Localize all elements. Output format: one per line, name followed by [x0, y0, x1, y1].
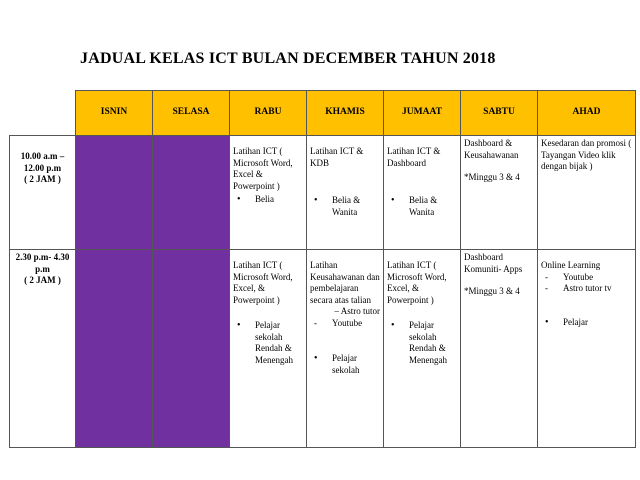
- blocked-cell-selasa: [153, 136, 230, 250]
- time-duration: ( 2 JAM ): [24, 275, 61, 285]
- activity-text: Latihan ICT & Dashboard: [387, 146, 441, 168]
- activity-text: Dashboard & Keusahawanan: [464, 138, 519, 160]
- cell-khamis-morning: [307, 136, 384, 250]
- dash-item: - Youtube: [310, 318, 380, 330]
- day-header-isnin: ISNIN: [76, 91, 153, 136]
- table-row-morning: [10, 136, 636, 250]
- activity-text: Kesedaran dan promosi ( Tayangan Video klik dengan bijak ): [541, 138, 632, 171]
- time-line: p.m: [35, 263, 50, 274]
- activity-text: Latihan ICT ( Microsoft Word, Excel, & Powerpoint ): [387, 260, 447, 305]
- bullet-item: • Pelajar: [541, 317, 632, 329]
- activity-text: Online Learning: [541, 260, 601, 270]
- cell-ahad-morning: [538, 136, 636, 250]
- header-row: [10, 91, 636, 136]
- cell-khamis-afternoon: [307, 250, 384, 448]
- time-slot-morning: [10, 136, 76, 250]
- cell-sabtu-morning: [461, 136, 538, 250]
- cell-jumaat-afternoon: [384, 250, 461, 448]
- cell-sabtu-afternoon: [461, 250, 538, 448]
- day-header-khamis: KHAMIS: [307, 91, 384, 136]
- schedule-table: [9, 90, 636, 448]
- time-line: 10.00 a.m –: [20, 151, 65, 161]
- activity-text: Latihan Keusahawanan dan pembelajaran secara atas talian: [310, 260, 380, 305]
- day-header-jumaat: JUMAAT: [384, 91, 461, 136]
- activity-text: Latihan ICT & KDB: [310, 146, 364, 168]
- bullet-item: • Belia & Wanita: [310, 195, 380, 218]
- activity-text: Dashboard Komuniti- Apps: [464, 252, 523, 274]
- bullet-item: • Belia: [233, 194, 303, 206]
- activity-text: Latihan ICT ( Microsoft Word, Excel & Powerpoint ): [233, 146, 293, 191]
- cell-jumaat-morning: [384, 136, 461, 250]
- corner-cell: [10, 91, 76, 136]
- note-text: *Minggu 3 & 4: [464, 286, 520, 296]
- note-text: *Minggu 3 & 4: [464, 172, 520, 182]
- day-header-ahad: AHAD: [538, 91, 636, 136]
- table-row-afternoon: [10, 250, 636, 448]
- blocked-cell-isnin: [76, 136, 153, 250]
- bullet-item: • Pelajar sekolah Rendah & Menengah: [233, 320, 303, 366]
- day-header-selasa: SELASA: [153, 91, 230, 136]
- time-duration: ( 2 JAM ): [24, 174, 61, 184]
- blocked-cell-isnin: [76, 250, 153, 448]
- dash-item: - Youtube: [541, 272, 632, 284]
- blocked-cell-selasa: [153, 250, 230, 448]
- bullet-item: • Belia & Wanita: [387, 195, 457, 218]
- time-slot-afternoon: [10, 250, 76, 448]
- day-header-rabu: RABU: [230, 91, 307, 136]
- time-line: 2.30 p.m- 4.30: [15, 252, 70, 262]
- cell-ahad-afternoon: [538, 250, 636, 448]
- time-line: 12.00 p.m: [23, 162, 62, 173]
- activity-subtext: – Astro tutor: [334, 306, 380, 316]
- bullet-item: • Pelajar sekolah: [310, 353, 380, 376]
- cell-rabu-morning: [230, 136, 307, 250]
- bullet-item: • Pelajar sekolah Rendah & Menengah: [387, 320, 457, 366]
- activity-text: Latihan ICT ( Microsoft Word, Excel, & Powerpoint ): [233, 260, 293, 305]
- day-header-sabtu: SABTU: [461, 91, 538, 136]
- cell-rabu-afternoon: [230, 250, 307, 448]
- page-title: JADUAL KELAS ICT BULAN DECEMBER TAHUN 2018: [80, 50, 496, 67]
- dash-item: - Astro tutor tv: [541, 283, 632, 295]
